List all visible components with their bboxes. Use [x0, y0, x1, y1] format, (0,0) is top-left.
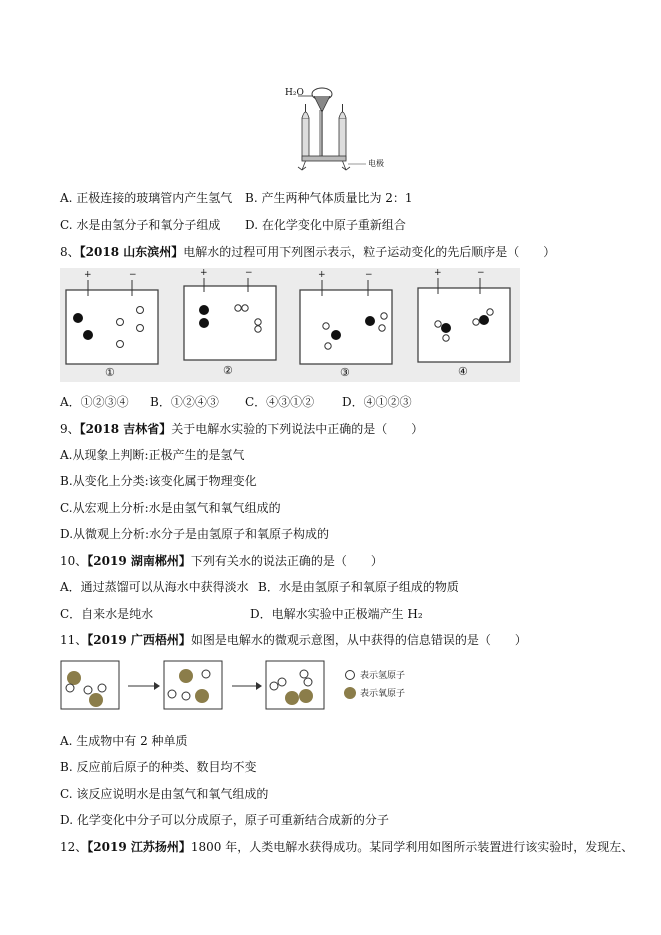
q11-option-b[interactable]: B. 反应前后原子的种类、数目均不变	[60, 760, 257, 774]
q11-option-a[interactable]: A. 生成物中有 2 种单质	[60, 734, 188, 748]
q7-option-c[interactable]: C. 水是由氢分子和氧分子组成	[60, 218, 221, 232]
q8-option-d[interactable]: D．④①②③	[342, 395, 412, 409]
q10-option-a[interactable]: A．通过蒸馏可以从海水中获得淡水	[60, 580, 249, 594]
q11-stem	[60, 632, 527, 648]
q12-stem	[60, 839, 633, 855]
legend-hydrogen-label: 表示氢原子	[360, 671, 406, 681]
q11-source: 【2019 广西梧州】	[87, 633, 191, 647]
q9-option-a[interactable]: A.从现象上判断:正极产生的是氢气	[60, 448, 245, 462]
q10-number: 10、	[60, 554, 88, 568]
q9-stem	[60, 421, 423, 437]
q10-stem	[60, 553, 383, 569]
q10-option-b[interactable]: B．水是由氢原子和氧原子组成的物质	[258, 580, 459, 594]
q8-panels-drawing	[60, 268, 520, 382]
q8-number: 8、	[60, 245, 80, 259]
q8-option-b[interactable]: B．①②④③	[150, 395, 219, 409]
q9-text: 关于电解水实验的下列说法中正确的是（ ）	[171, 422, 424, 436]
q8-stem	[60, 244, 555, 260]
q8-panel-2-minus: −	[245, 268, 253, 278]
q8-panel-label-3: ③	[340, 366, 350, 379]
q10-text: 下列有关水的说法正确的是（ ）	[190, 554, 383, 568]
h2o-label: H₂O	[285, 88, 304, 98]
q8-figure	[60, 268, 520, 382]
q8-option-a[interactable]: A．①②③④	[60, 395, 129, 409]
q8-source: 【2018 山东滨州】	[79, 245, 184, 259]
q8-panel-4-plus: +	[434, 268, 442, 278]
q8-panel-3-minus: −	[365, 270, 373, 280]
q8-panel-label-4: ④	[458, 365, 468, 378]
q9-option-b[interactable]: B.从变化上分类:该变化属于物理变化	[60, 474, 257, 488]
q8-panel-1-plus: +	[84, 270, 92, 280]
electrode-label: 电极	[368, 159, 384, 168]
q10-option-d[interactable]: D．电解水实验中正极端产生 H₂	[250, 607, 423, 621]
q8-panel-4-minus: −	[477, 268, 485, 278]
q8-panel-label-2: ②	[223, 364, 233, 377]
q11-option-c[interactable]: C. 该反应说明水是由氢气和氧气组成的	[60, 787, 269, 801]
q12-source: 【2019 江苏扬州】	[87, 840, 191, 854]
q12-number: 12、	[60, 840, 88, 854]
q8-panel-2-plus: +	[200, 268, 208, 278]
q8-option-c[interactable]: C．④③①②	[245, 395, 315, 409]
q8-text: 电解水的过程可用下列图示表示，粒子运动变化的先后顺序是（ ）	[183, 245, 556, 259]
q10-option-c[interactable]: C．自来水是纯水	[60, 607, 154, 621]
q8-panel-1-minus: −	[129, 270, 137, 280]
q7-option-d[interactable]: D. 在化学变化中原子重新组合	[245, 218, 406, 232]
q12-text: 1800 年，人类电解水获得成功。某同学利用如图所示装置进行该实验时，发现左、	[190, 840, 634, 854]
q10-source: 【2019 湖南郴州】	[87, 554, 191, 568]
q8-panel-3-plus: +	[318, 270, 326, 280]
q7-option-b[interactable]: B. 产生两种气体质量比为 2：1	[245, 191, 413, 205]
q11-option-d[interactable]: D. 化学变化中分子可以分成原子，原子可重新结合成新的分子	[60, 813, 389, 827]
q7-option-a[interactable]: A. 正极连接的玻璃管内产生氢气	[60, 191, 233, 205]
q9-number: 9、	[60, 422, 80, 436]
q11-text: 如图是电解水的微观示意图，从中获得的信息错误的是（ ）	[190, 633, 527, 647]
legend-oxygen-label: 表示氧原子	[360, 689, 406, 699]
q8-panel-label-1: ①	[105, 366, 115, 379]
q9-option-c[interactable]: C.从宏观上分析:水是由氢气和氧气组成的	[60, 501, 281, 515]
q9-option-d[interactable]: D.从微观上分析:水分子是由氢原子和氧原子构成的	[60, 527, 330, 541]
q9-source: 【2018 吉林省】	[79, 422, 172, 436]
q11-number: 11、	[60, 633, 88, 647]
